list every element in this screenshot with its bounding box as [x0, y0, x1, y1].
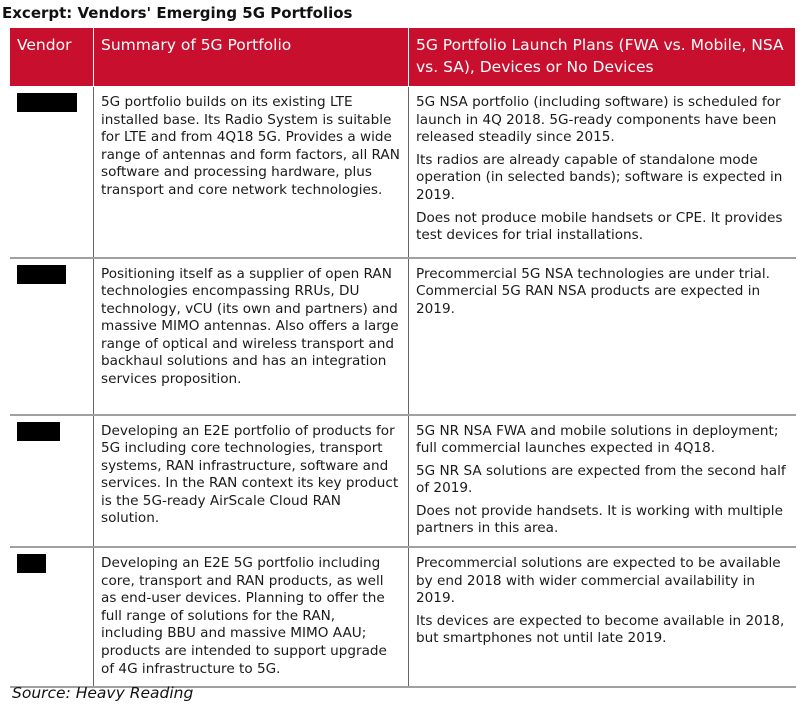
vendor-cell — [10, 258, 94, 415]
vendor-cell — [10, 415, 94, 548]
plans-paragraph: 5G NR SA solutions are expected from the second half of 2019. — [416, 462, 786, 497]
header-summary: Summary of 5G Portfolio — [94, 28, 409, 87]
plans-cell — [409, 547, 796, 687]
header-launch-plans: 5G Portfolio Launch Plans (FWA vs. Mobile, NSA vs. SA), Devices or No Devices — [409, 28, 796, 87]
table-row — [10, 415, 796, 548]
redacted-vendor-name — [17, 265, 66, 284]
vendor-portfolio-table — [9, 27, 796, 688]
summary-cell — [94, 547, 409, 687]
summary-cell — [94, 415, 409, 548]
redacted-vendor-name — [17, 422, 60, 441]
table-row — [10, 87, 796, 258]
summary-text: Positioning itself as a supplier of open RAN technologies encompassing RRUs, DU technology, vCU (its own and partners) and massive MIMO antennas. Also offers a large range of optical and wireless transport and backhaul solutions and has an integration services proposition. — [101, 265, 399, 388]
summary-text: 5G portfolio builds on its existing LTE installed base. Its Radio System is suitable for LTE and from 4Q18 5G. Provides a wide range of antennas and form factors, all RAN software and processing hardware, plus transport and core network technologies. — [101, 94, 400, 198]
plans-paragraph: Its devices are expected to become available in 2018, but smartphones not until late 2019. — [416, 612, 785, 647]
summary-cell — [94, 87, 409, 258]
redacted-vendor-name — [17, 554, 46, 573]
source-caption: Source: Heavy Reading — [12, 684, 194, 702]
vendor-cell — [10, 547, 94, 687]
plans-cell — [409, 258, 796, 415]
vendor-cell — [10, 87, 94, 258]
redacted-vendor-name — [17, 93, 77, 112]
summary-text: Developing an E2E 5G portfolio including core, transport and RAN products, as well as end-user devices. Planning to offer the full range of solutions for the RAN, including BBU and massive MIMO AAU; products are intended to support upgrade of 4G infrastructure to 5G. — [101, 555, 387, 677]
plans-cell — [409, 415, 796, 548]
plans-cell — [409, 87, 796, 258]
summary-text: Developing an E2E portfolio of products for 5G including core technologies, transport systems, RAN infrastructure, software and services. In the RAN context its key product is the 5G-ready AirScale Cloud RAN solution. — [101, 422, 399, 527]
table-header-row — [10, 28, 796, 87]
plans-paragraph: Does not produce mobile handsets or CPE. It provides test devices for trial installations. — [416, 209, 783, 244]
plans-paragraph: Precommercial solutions are expected to be available by end 2018 with wider commercial availability in 2019. — [416, 555, 781, 607]
plans-paragraph: Its radios are already capable of standalone mode operation (in selected bands); software is expected in 2019. — [416, 151, 783, 203]
plans-paragraph: 5G NSA portfolio (including software) is scheduled for launch in 4Q 2018. 5G-ready components have been released steadily since 2015. — [416, 94, 781, 146]
table-row — [10, 547, 796, 687]
plans-paragraph: 5G NR NSA FWA and mobile solutions in deployment; full commercial launches expected in 4Q18. — [416, 422, 779, 457]
plans-paragraph: Precommercial 5G NSA technologies are under trial. Commercial 5G RAN NSA products are expected in 2019. — [416, 265, 770, 317]
header-vendor: Vendor — [10, 28, 94, 87]
document-title: Excerpt: Vendors' Emerging 5G Portfolios — [2, 4, 353, 22]
plans-paragraph: Does not provide handsets. It is working with multiple partners in this area. — [416, 502, 783, 537]
summary-cell — [94, 258, 409, 415]
table-row — [10, 258, 796, 415]
